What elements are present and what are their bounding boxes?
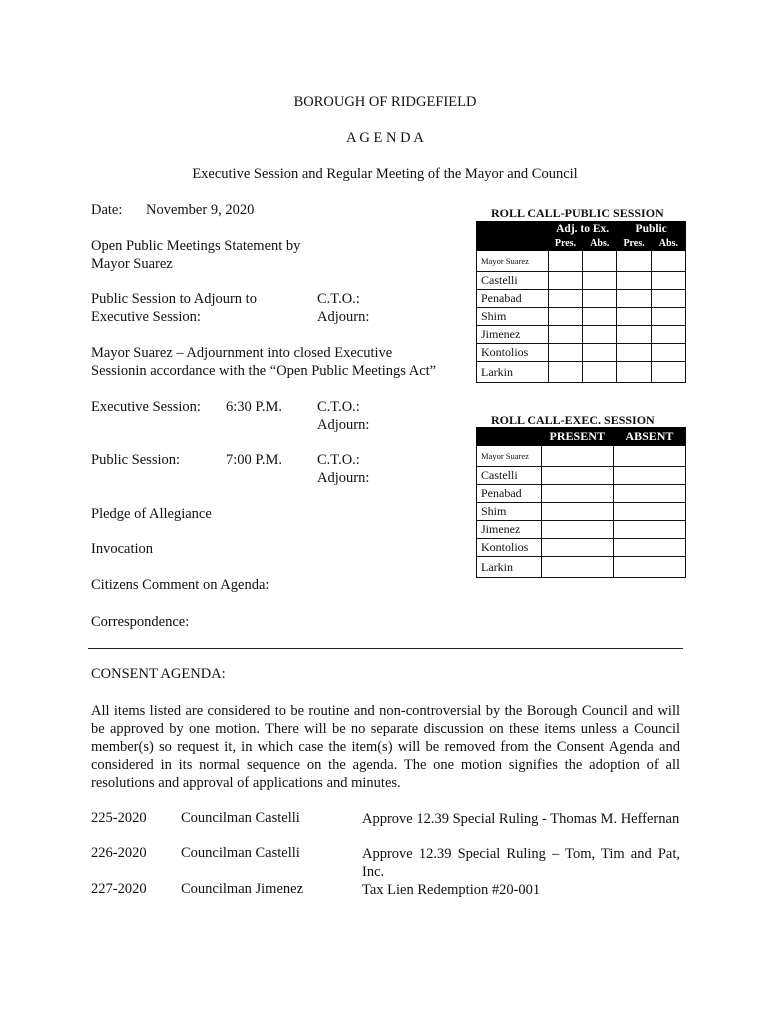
roll-public-checkbox[interactable] xyxy=(548,326,582,344)
roll-exec-row xyxy=(477,446,686,467)
roll-public-member: Mayor Suarez xyxy=(477,251,549,272)
roll-public-member: Jimenez xyxy=(477,326,549,344)
roll-exec-row xyxy=(477,539,686,557)
roll-public-member: Penabad xyxy=(477,290,549,308)
consent-agenda-heading: CONSENT AGENDA: xyxy=(91,666,226,682)
roll-public-checkbox[interactable] xyxy=(548,272,582,290)
roll-public-checkbox[interactable] xyxy=(548,362,582,383)
cto-label: C.T.O.: xyxy=(317,291,360,307)
roll-exec-checkbox[interactable] xyxy=(613,539,685,557)
roll-public-pres-1: Pres. xyxy=(548,237,582,251)
roll-exec-row xyxy=(477,521,686,539)
meeting-subtitle: Executive Session and Regular Meeting of the Mayor and Council xyxy=(192,166,578,182)
opm-statement-line2: Mayor Suarez xyxy=(91,256,173,272)
roll-public-checkbox[interactable] xyxy=(583,344,617,362)
roll-public-member: Kontolios xyxy=(477,344,549,362)
roll-exec-checkbox[interactable] xyxy=(613,446,685,467)
invocation-item: Invocation xyxy=(91,541,154,557)
roll-public-checkbox[interactable] xyxy=(617,308,651,326)
roll-public-row xyxy=(477,290,686,308)
roll-exec-checkbox[interactable] xyxy=(613,485,685,503)
roll-exec-checkbox[interactable] xyxy=(541,446,613,467)
public-cto-label: C.T.O.: xyxy=(317,452,360,468)
roll-exec-absent-header: ABSENT xyxy=(613,428,685,446)
roll-exec-present-header: PRESENT xyxy=(541,428,613,446)
roll-public-checkbox[interactable] xyxy=(583,326,617,344)
roll-call-public-title: ROLL CALL-PUBLIC SESSION xyxy=(491,206,664,220)
public-adjourn-label: Adjourn: xyxy=(317,470,370,486)
roll-public-checkbox[interactable] xyxy=(548,308,582,326)
roll-public-checkbox[interactable] xyxy=(583,308,617,326)
roll-public-header-blank xyxy=(477,222,549,251)
closed-session-line1: Mayor Suarez – Adjournment into closed Executive xyxy=(91,345,393,361)
roll-public-checkbox[interactable] xyxy=(617,344,651,362)
exec-session-time: 6:30 P.M. xyxy=(226,399,283,415)
closed-session-line2: Sessionin accordance with the “Open Public Meetings Act” xyxy=(91,363,437,379)
roll-public-checkbox[interactable] xyxy=(651,362,685,383)
resolution-sponsor: Councilman Jimenez xyxy=(181,881,304,897)
roll-public-checkbox[interactable] xyxy=(548,290,582,308)
roll-public-checkbox[interactable] xyxy=(617,290,651,308)
roll-exec-member: Mayor Suarez xyxy=(477,446,542,467)
roll-public-row xyxy=(477,272,686,290)
resolution-sponsor: Councilman Castelli xyxy=(181,845,300,861)
roll-exec-checkbox[interactable] xyxy=(613,521,685,539)
roll-public-adj-header: Adj. to Ex. xyxy=(548,222,617,237)
roll-public-checkbox[interactable] xyxy=(651,326,685,344)
roll-public-pres-2: Pres. xyxy=(617,237,651,251)
roll-public-checkbox[interactable] xyxy=(651,251,685,272)
roll-exec-member: Penabad xyxy=(477,485,542,503)
correspondence-item: Correspondence: xyxy=(91,614,190,630)
exec-adjourn-label: Adjourn: xyxy=(317,417,370,433)
roll-exec-checkbox[interactable] xyxy=(541,503,613,521)
roll-public-checkbox[interactable] xyxy=(651,308,685,326)
roll-public-member: Larkin xyxy=(477,362,549,383)
resolution-sponsor: Councilman Castelli xyxy=(181,810,300,826)
citizens-comment-item: Citizens Comment on Agenda: xyxy=(91,577,270,593)
roll-call-exec-title: ROLL CALL-EXEC. SESSION xyxy=(491,413,655,427)
resolution-number: 227-2020 xyxy=(91,881,147,897)
resolution-number: 225-2020 xyxy=(91,810,147,826)
resolution-number: 226-2020 xyxy=(91,845,147,861)
resolution-description: Tax Lien Redemption #20-001 xyxy=(362,882,541,898)
roll-public-checkbox[interactable] xyxy=(617,272,651,290)
roll-public-abs-2: Abs. xyxy=(651,237,685,251)
roll-exec-header-blank xyxy=(477,428,542,446)
date-label: Date: xyxy=(91,202,123,218)
roll-exec-checkbox[interactable] xyxy=(613,557,685,578)
pledge-item: Pledge of Allegiance xyxy=(91,506,212,522)
roll-public-row xyxy=(477,344,686,362)
adjourn-to-exec-line2: Executive Session: xyxy=(91,309,201,325)
roll-public-checkbox[interactable] xyxy=(617,251,651,272)
roll-exec-member: Kontolios xyxy=(477,539,542,557)
roll-exec-member: Jimenez xyxy=(477,521,542,539)
roll-public-member: Shim xyxy=(477,308,549,326)
roll-call-public-table xyxy=(476,221,686,383)
adjourn-label: Adjourn: xyxy=(317,309,370,325)
roll-exec-row xyxy=(477,467,686,485)
exec-session-label: Executive Session: xyxy=(91,399,201,415)
roll-exec-checkbox[interactable] xyxy=(541,521,613,539)
roll-public-checkbox[interactable] xyxy=(617,362,651,383)
public-session-time: 7:00 P.M. xyxy=(226,452,283,468)
roll-exec-checkbox[interactable] xyxy=(541,539,613,557)
roll-exec-member: Larkin xyxy=(477,557,542,578)
roll-public-abs-1: Abs. xyxy=(583,237,617,251)
adjourn-to-exec-line1: Public Session to Adjourn to xyxy=(91,291,257,307)
date-value: November 9, 2020 xyxy=(146,202,255,218)
roll-public-row xyxy=(477,326,686,344)
roll-exec-member: Shim xyxy=(477,503,542,521)
resolution-description: Approve 12.39 Special Ruling – Tom, Tim and Pat, Inc. xyxy=(362,846,680,880)
roll-exec-checkbox[interactable] xyxy=(613,503,685,521)
roll-public-checkbox[interactable] xyxy=(583,290,617,308)
roll-exec-row xyxy=(477,557,686,578)
roll-public-row xyxy=(477,308,686,326)
agenda-title: A G E N D A xyxy=(346,130,424,146)
roll-public-checkbox[interactable] xyxy=(583,251,617,272)
consent-agenda-body: All items listed are considered to be routine and non-controversial by the Borough Council and will be approved by one motion. There will be no separate discussion on these items unless a Council member(s) so request it, in which case the item(s) will be removed from the Consent Agenda and considered in its normal sequence on the agenda. The one motion signifies the adoption of all resolutions and approval of applications and minutes. xyxy=(91,703,680,791)
roll-public-checkbox[interactable] xyxy=(583,362,617,383)
public-session-label: Public Session: xyxy=(91,452,181,468)
roll-public-checkbox[interactable] xyxy=(651,344,685,362)
roll-public-public-header: Public xyxy=(617,222,686,237)
resolution-description: Approve 12.39 Special Ruling - Thomas M. Heffernan xyxy=(362,811,680,827)
section-divider xyxy=(88,648,683,649)
roll-public-checkbox[interactable] xyxy=(617,326,651,344)
roll-public-row xyxy=(477,362,686,383)
roll-exec-row xyxy=(477,503,686,521)
roll-exec-checkbox[interactable] xyxy=(541,557,613,578)
roll-exec-row xyxy=(477,485,686,503)
roll-exec-checkbox[interactable] xyxy=(541,485,613,503)
roll-public-checkbox[interactable] xyxy=(548,251,582,272)
roll-exec-checkbox[interactable] xyxy=(541,467,613,485)
roll-exec-member: Castelli xyxy=(477,467,542,485)
roll-public-checkbox[interactable] xyxy=(583,272,617,290)
roll-public-member: Castelli xyxy=(477,272,549,290)
org-title: BOROUGH OF RIDGEFIELD xyxy=(293,94,477,110)
roll-public-checkbox[interactable] xyxy=(651,272,685,290)
roll-exec-checkbox[interactable] xyxy=(613,467,685,485)
exec-cto-label: C.T.O.: xyxy=(317,399,360,415)
opm-statement-line1: Open Public Meetings Statement by xyxy=(91,238,301,254)
roll-public-checkbox[interactable] xyxy=(548,344,582,362)
roll-public-checkbox[interactable] xyxy=(651,290,685,308)
roll-call-exec-table xyxy=(476,427,686,578)
roll-public-row xyxy=(477,251,686,272)
